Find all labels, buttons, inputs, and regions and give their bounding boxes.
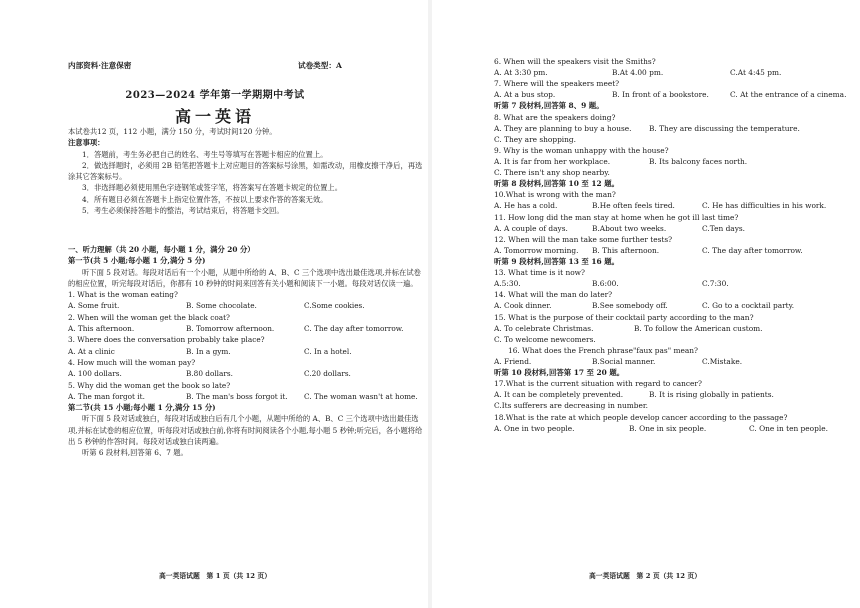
- question: [68, 380, 424, 403]
- option-a: A. To celebrate Christmas.: [494, 323, 594, 333]
- question-stem: 4. How much will the woman pay?: [68, 357, 196, 367]
- option-a: A. He has a cold.: [494, 201, 558, 211]
- question: [68, 357, 424, 380]
- option-c: C. They are shopping.: [494, 134, 577, 144]
- material-heading: 听第 6 段材料,回答第 6、7 题。: [82, 448, 188, 458]
- material-heading: 听第 8 段材料,回答第 10 至 12 题。: [494, 179, 620, 189]
- option-c: C. The day after tomorrow.: [702, 245, 803, 255]
- question: [494, 312, 850, 345]
- option-c: C.Some cookies.: [304, 301, 365, 311]
- option-a: A. At a bus stop.: [494, 90, 556, 100]
- options-row: [494, 278, 850, 289]
- question: [494, 412, 850, 434]
- note-item: 5．考生必须保持答题卡的整洁，考试结束后，将答题卡交回。: [82, 206, 284, 216]
- option-a: A. One in two people.: [494, 423, 575, 433]
- exam-title: 2023—2024 学年第一学期期中考试: [125, 90, 305, 101]
- options-row: [68, 346, 424, 357]
- note-item: 4．所有题目必须在答题卡上指定位置作答，不按以上要求作答的答案无效。: [82, 194, 328, 204]
- option-b: B. They are discussing the temperature.: [649, 123, 800, 133]
- notes-title: 注意事项：: [68, 138, 105, 148]
- question: [494, 56, 850, 78]
- intro-text: 本试卷共12 页，112 小题，满分 150 分，考试时间120 分钟。: [68, 127, 277, 136]
- option-a: A. The man forgot it.: [68, 391, 145, 401]
- question-stem: 13. What time is it now?: [494, 268, 585, 278]
- option-b: B.See somebody off.: [592, 301, 668, 311]
- question-stem: 9. Why is the woman unhappy with the house?: [494, 145, 669, 155]
- option-c: C. He has difficulties in his work.: [702, 201, 827, 211]
- question: [494, 234, 850, 256]
- option-b: B. The man's boss forgot it.: [186, 391, 288, 401]
- option-c: C. There isn't any shop nearby.: [494, 168, 610, 178]
- option-a: A. A couple of days.: [494, 223, 568, 233]
- options-row: [494, 300, 850, 311]
- question-stem: 7. Where will the speakers meet?: [494, 79, 620, 89]
- question: [494, 112, 850, 145]
- question-stem: 12. When will the man take some further tests?: [494, 234, 673, 244]
- question-stem: 8. What are the speakers doing?: [494, 112, 616, 122]
- option-b: B. Its balcony faces north.: [649, 156, 748, 166]
- option-c: C.7:30.: [702, 279, 729, 289]
- note-item: 1．答题前，考生务必把自己的姓名、考生号等填写在答题卡相应的位置上。: [82, 149, 328, 159]
- options-row: [494, 200, 850, 211]
- question-stem: 11. How long did the man stay at home when he got ill last time?: [494, 212, 739, 222]
- option-b: B.6:00.: [592, 279, 619, 289]
- option-b: B. To follow the American custom.: [634, 323, 763, 333]
- question-stem: 14. What will the man do later?: [494, 290, 613, 300]
- option-c: C. One in ten people.: [749, 423, 828, 433]
- instructions: [68, 126, 424, 216]
- option-c: C.Ten days.: [702, 223, 746, 233]
- option-b: B.He often feels tired.: [592, 201, 675, 211]
- material-heading: 听第 7 段材料,回答第 8、9 题。: [494, 101, 604, 111]
- listening-part: [68, 244, 424, 459]
- option-b: B. In front of a bookstore.: [612, 90, 709, 100]
- question-stem: 5. Why did the woman get the book so late?: [68, 380, 231, 390]
- question-stem: 3. Where does the conversation probably take place?: [68, 335, 265, 345]
- question: [494, 345, 850, 367]
- question: [494, 289, 850, 311]
- question-stem: 1. What is the woman eating?: [68, 290, 178, 300]
- question: [494, 189, 850, 211]
- question: [68, 289, 424, 312]
- options-row: [494, 389, 850, 400]
- options-row: [494, 156, 850, 167]
- option-c: C. The woman wasn't at home.: [304, 391, 418, 401]
- note-item: 2．做选择题时，必须用 2B 铅笔把答题卡上对应题目的答案标号涂黑，如需改动，用橡皮擦干净后，再选涂其它答案标号。: [68, 160, 423, 182]
- option-a: A. It is far from her workplace.: [494, 156, 611, 166]
- question: [68, 312, 424, 335]
- section-description: 听下面 5 段对话。每段对话后有一个小题，从题中所给的 A、B、C 三个选项中选出最佳选项,并标在试卷的相应位置，听完每段对话后，你都有 10 秒钟的时间来回答有关小题和阅读下一小题。每段对话仅读一遍。: [68, 267, 421, 288]
- question: [494, 378, 850, 411]
- subject-title: 高一英语: [174, 107, 255, 126]
- option-c: C. At the entrance of a cinema.: [730, 90, 847, 100]
- option-c: C. In a hotel.: [304, 346, 352, 356]
- option-c: C.At 4:45 pm.: [730, 68, 782, 78]
- option-a: A. Friend.: [494, 356, 532, 366]
- option-a: A. Tomorrow morning.: [494, 245, 579, 255]
- page-2: [430, 0, 860, 608]
- question: [494, 267, 850, 289]
- option-a: A. At 3:30 pm.: [494, 68, 548, 78]
- option-c: C. Go to a cocktail party.: [702, 301, 795, 311]
- question: [68, 334, 424, 357]
- option-b: B. In a gym.: [186, 346, 231, 356]
- section-heading: 第一节(共 5 小题;每小题 1 分,满分 5 分): [68, 256, 206, 266]
- option-c: C. The day after tomorrow.: [304, 324, 404, 334]
- page-footer: 高一英语试题 第 2 页（共 12 页）: [588, 572, 701, 580]
- option-a: A. It can be completely prevented.: [494, 390, 624, 400]
- question-stem: 10.What is wrong with the man?: [494, 190, 616, 200]
- option-a: A. Cook dinner.: [494, 301, 552, 311]
- options-row: [68, 300, 424, 311]
- part-heading: 一、听力理解（共 20 小题，每小题 1 分，满分 20 分）: [68, 245, 255, 254]
- option-b: B. This afternoon.: [592, 245, 660, 255]
- option-a: A.5:30.: [494, 279, 521, 289]
- option-c: C. To welcome newcomers.: [494, 334, 596, 344]
- section-description: 听下面 5 段对话或独白，每段对话或独白后有几个小题，从题中所给的 A、B、C 三个选项中选出最佳选项,并标在试卷的相应位置，听每段对话或独白前,你将有时间阅读各个小题,每小题 5 秒钟;听完后，各小题将给出 5 秒钟的作答时间。每段对话或独白读两遍。: [68, 414, 423, 447]
- question: [494, 78, 850, 100]
- question-stem: 17.What is the current situation with regard to cancer?: [494, 379, 702, 389]
- paper-type-label: 试卷类型：A: [298, 61, 342, 70]
- option-c: C.Mistake.: [702, 356, 743, 366]
- note-item: 3．非选择题必须使用黑色字迹钢笔或签字笔，将答案写在答题卡规定的位置上。: [82, 183, 343, 193]
- option-b: B. One in six people.: [629, 423, 707, 433]
- option-b: B.At 4.00 pm.: [612, 68, 664, 78]
- page-footer: 高一英语试题 第 1 页（共 12 页）: [158, 572, 271, 580]
- option-b: B. Tomorrow afternoon.: [186, 324, 275, 334]
- options-row: [494, 245, 850, 256]
- option-a: A. 100 dollars.: [68, 369, 122, 379]
- option-b: B.About two weeks.: [592, 223, 667, 233]
- option-a: A. At a clinic: [68, 346, 115, 356]
- question-stem: 15. What is the purpose of their cocktail party according to the man?: [494, 312, 754, 322]
- section-heading: 第二节(共 15 小题;每小题 1 分,满分 15 分): [68, 403, 216, 413]
- options-row: [494, 356, 850, 367]
- question: [494, 212, 850, 234]
- question-stem: 2. When will the woman get the black coat?: [68, 312, 230, 322]
- question-stem: 6. When will the speakers visit the Smiths?: [494, 57, 656, 66]
- question-stem: 16. What does the French phrase"faux pas" mean?: [508, 345, 698, 355]
- options-row: [494, 89, 850, 100]
- questions-column: [494, 56, 850, 434]
- question: [494, 145, 850, 178]
- options-row: [68, 323, 424, 334]
- material-heading: 听第 10 段材料,回答第 17 至 20 题。: [494, 368, 625, 378]
- options-row: [494, 423, 850, 434]
- option-b: B.80 dollars.: [186, 369, 233, 379]
- option-a: A. This afternoon.: [68, 324, 135, 334]
- option-b: B. Some chocolate.: [186, 301, 257, 311]
- options-row: [494, 123, 850, 134]
- confidential-label: 内部资料·注意保密: [68, 61, 132, 70]
- options-row: [68, 391, 424, 402]
- options-row: [494, 323, 850, 334]
- material-heading: 听第 9 段材料,回答第 13 至 16 题。: [494, 256, 620, 266]
- option-c: C.Its sufferers are decreasing in number.: [494, 401, 648, 411]
- options-row: [68, 368, 424, 379]
- option-a: A. Some fruit.: [68, 301, 120, 311]
- options-row: [494, 223, 850, 234]
- options-row: [494, 67, 850, 78]
- option-a: A. They are planning to buy a house.: [494, 123, 632, 133]
- option-c: C.20 dollars.: [304, 369, 351, 379]
- option-b: B.Social manner.: [592, 356, 656, 366]
- question-stem: 18.What is the rate at which people develop cancer according to the passage?: [494, 412, 788, 422]
- option-b: B. It is rising globally in patients.: [649, 390, 774, 400]
